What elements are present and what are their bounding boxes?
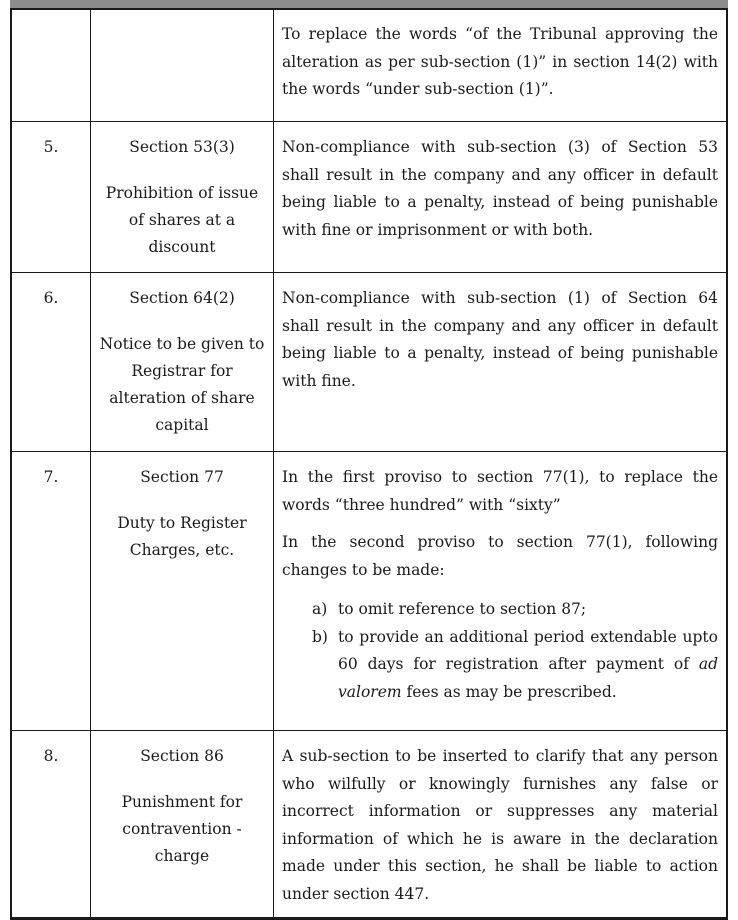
italic-term: ad valorem <box>338 655 718 701</box>
row-number: 8. <box>11 731 91 919</box>
row-number <box>11 9 91 122</box>
list-item <box>312 624 718 707</box>
row-number: 6. <box>11 273 91 452</box>
list-item <box>312 596 718 624</box>
section-cell <box>91 9 274 122</box>
description-text: Non-compliance with sub-section (1) of Section 64 shall result in the company and any officer in default being liable to a penalty, instead of being punishable with fine. <box>282 289 718 390</box>
row-number: 7. <box>11 452 91 731</box>
list-marker: a) <box>312 600 328 618</box>
description-text: Non-compliance with sub-section (3) of Section 53 shall result in the company and any officer in default being liable to a penalty, instead of being punishable with fine or imprisonment or with both. <box>282 138 718 239</box>
section-cell <box>91 452 274 731</box>
table-row <box>11 273 727 452</box>
description-text: To replace the words “of the Tribunal approving the alteration as per sub-section (1)” in section 14(2) with the words “under sub-section (1)”. <box>282 25 718 98</box>
section-heading: Duty to Register Charges, etc. <box>117 513 247 559</box>
description-cell <box>274 731 728 919</box>
row-number: 5. <box>11 122 91 273</box>
section-reference: Section 64(2) <box>129 289 235 307</box>
table-row <box>11 9 727 122</box>
section-heading: Notice to be given to Registrar for alteration of share capital <box>99 334 265 434</box>
list-item-text: to omit reference to section 87; <box>338 600 587 618</box>
description-cell <box>274 452 728 731</box>
description-cell <box>274 273 728 452</box>
description-cell <box>274 9 728 122</box>
section-cell <box>91 273 274 452</box>
table-row <box>11 122 727 273</box>
list-marker: b) <box>312 627 328 646</box>
description-cell <box>274 122 728 273</box>
section-reference: Section 86 <box>140 747 224 765</box>
list-item-text: to provide an additional period extendable upto 60 days for registration after payment of <box>338 627 718 673</box>
change-list <box>282 596 718 706</box>
section-heading: Punishment for contravention - charge <box>121 792 243 865</box>
description-text: In the second proviso to section 77(1), following changes to be made: <box>282 533 718 579</box>
description-text: In the first proviso to section 77(1), to replace the words “three hundred” with “sixty” <box>282 468 718 514</box>
amendments-table <box>10 8 728 920</box>
section-cell <box>91 731 274 919</box>
section-heading: Prohibition of issue of shares at a discount <box>105 183 259 256</box>
table-row <box>11 452 727 731</box>
description-text: A sub-section to be inserted to clarify that any person who wilfully or knowingly furnishes any false or incorrect information or suppresses any material information of which he is aware in the declaration made under this section, he shall be liable to action under section 447. <box>282 747 718 903</box>
section-cell <box>91 122 274 273</box>
section-reference: Section 77 <box>140 468 224 486</box>
section-reference: Section 53(3) <box>129 138 235 156</box>
table-row <box>11 731 727 919</box>
list-item-text-tail: fees as may be prescribed. <box>401 682 617 701</box>
